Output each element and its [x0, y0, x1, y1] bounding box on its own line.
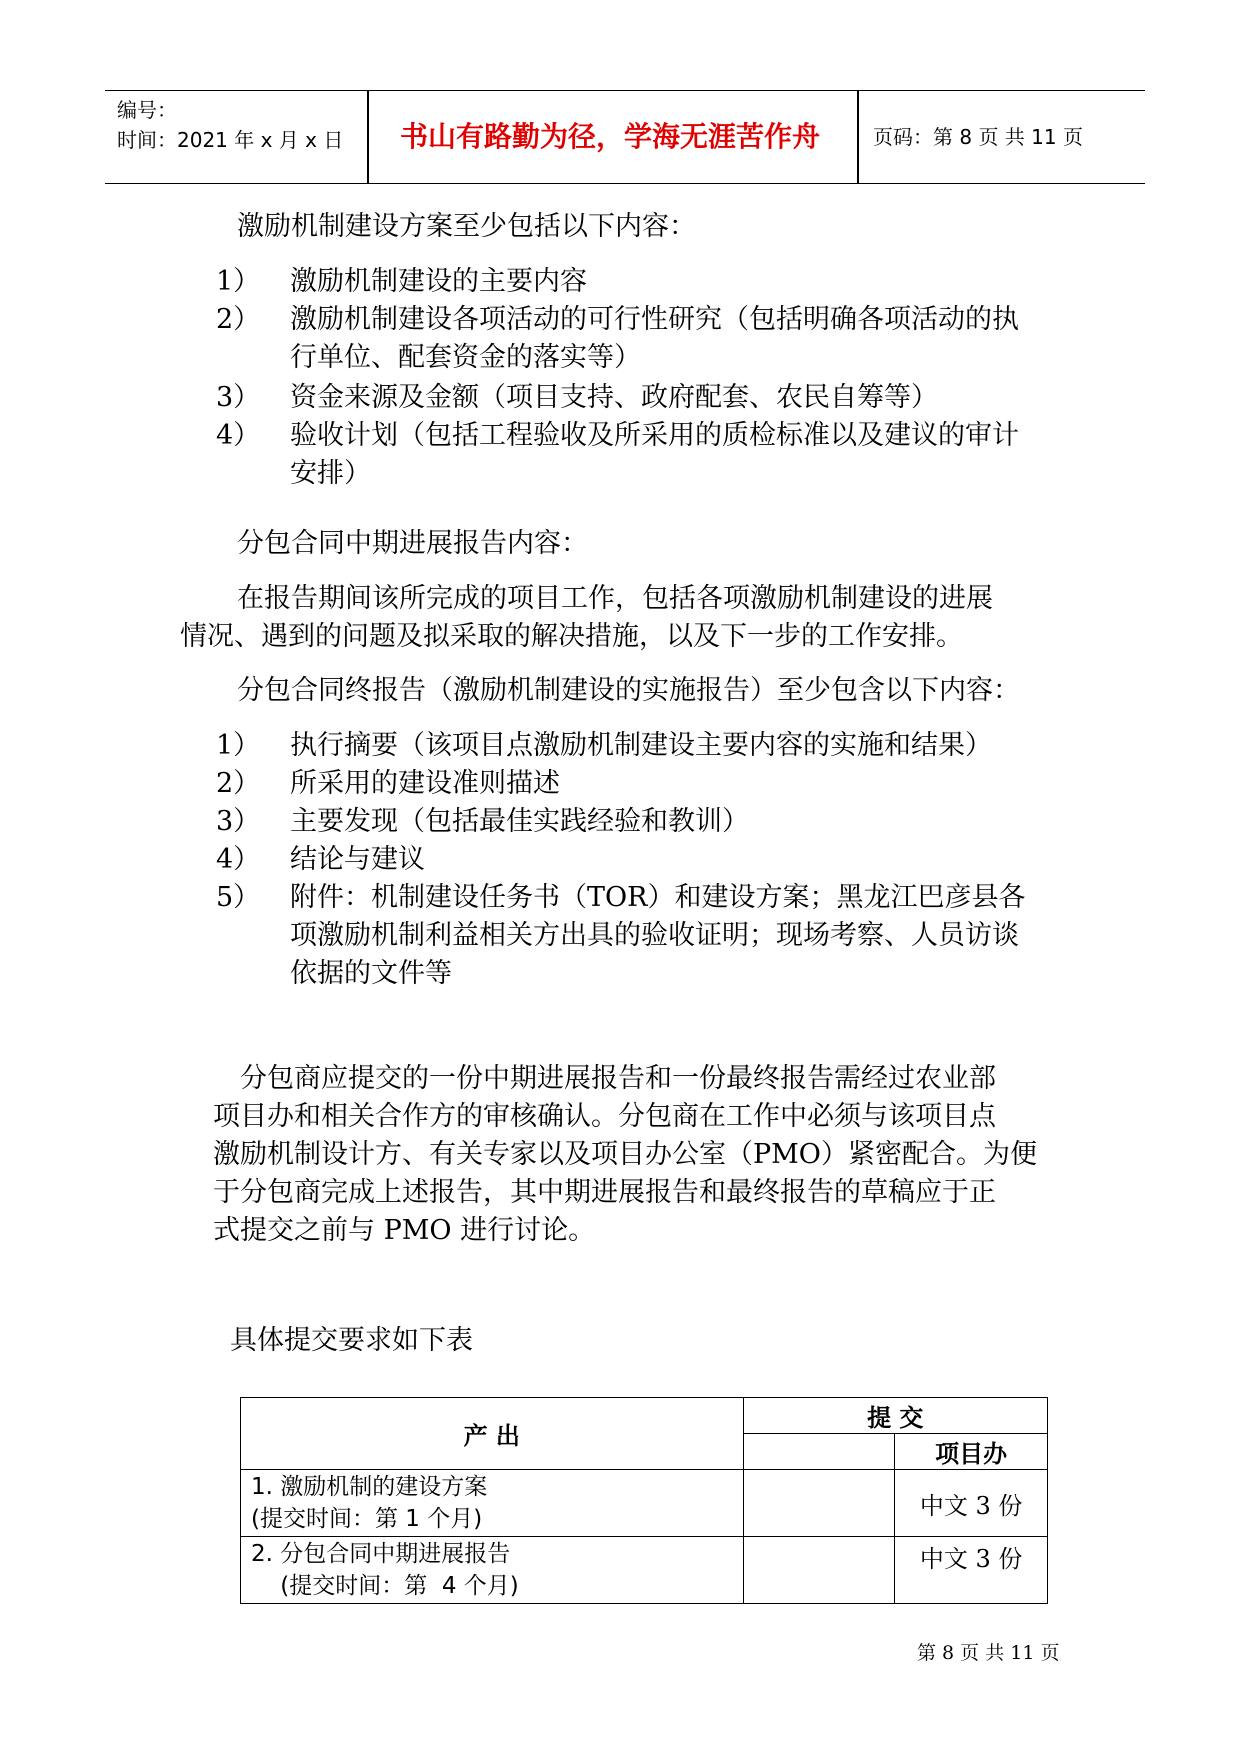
list-number: 2）: [216, 768, 261, 799]
section2-para-line: 情况、遇到的问题及拟采取的解决措施，以及下一步的工作安排。: [180, 621, 963, 652]
table-cell-empty: [743, 1537, 895, 1604]
list-item: 资金来源及金额（项目支持、政府配套、农民自筹等）: [290, 382, 938, 413]
header-motto: 书山有路勤为径，学海无涯苦作舟: [399, 120, 820, 153]
page-footer: 第 8 页 共 11 页: [917, 1642, 1060, 1664]
header-time: 时间：2021 年 x 月 x 日: [117, 128, 344, 152]
output-title: 1. 激励机制的建设方案: [251, 1474, 488, 1500]
list-item-continuation: 项激励机制利益相关方出具的验收证明；现场考察、人员访谈: [290, 920, 1019, 951]
list-item: 主要发现（包括最佳实践经验和教训）: [290, 806, 749, 837]
list-number: 5）: [216, 882, 261, 913]
section2-title: 分包合同中期进展报告内容：: [237, 528, 588, 559]
list-item-continuation: 依据的文件等: [290, 958, 452, 989]
list-number: 1）: [216, 266, 261, 297]
table-cell-output: [241, 1470, 744, 1537]
list-item: 结论与建议: [290, 844, 425, 875]
section3-intro: 分包合同终报告（激励机制建设的实施报告）至少包含以下内容：: [237, 675, 1020, 706]
section4-line: 项目办和相关合作方的审核确认。分包商在工作中必须与该项目点: [213, 1101, 996, 1132]
list-item: 激励机制建设的主要内容: [290, 266, 587, 297]
table-cell-empty: [743, 1470, 895, 1537]
list-number: 2）: [216, 304, 261, 335]
table-header-pmo: 项目办: [895, 1434, 1048, 1470]
list-item: 执行摘要（该项目点激励机制建设主要内容的实施和结果）: [290, 730, 992, 761]
section2-para-line: 在报告期间该所完成的项目工作，包括各项激励机制建设的进展: [237, 583, 993, 614]
output-title: 2. 分包合同中期进展报告: [251, 1541, 511, 1567]
list-item-continuation: 行单位、配套资金的落实等）: [290, 342, 641, 373]
list-item-continuation: 安排）: [290, 458, 371, 489]
table-intro: 具体提交要求如下表: [230, 1325, 473, 1356]
list-item: 激励机制建设各项活动的可行性研究（包括明确各项活动的执: [290, 304, 1019, 335]
list-number: 4）: [216, 420, 261, 451]
submission-table: [240, 1397, 1048, 1604]
section4-line: 式提交之前与 PMO 进行讨论。: [213, 1215, 596, 1246]
output-time: (提交时间：第 4 个月): [251, 1573, 519, 1599]
table-cell-empty: [743, 1434, 895, 1470]
list-number: 1）: [216, 730, 261, 761]
table-header-submit: 提 交: [743, 1398, 1047, 1434]
table-row: [241, 1470, 1048, 1537]
header-page-number: 页码：第 8 页 共 11 页: [873, 125, 1083, 149]
table-row: [241, 1537, 1048, 1604]
header-divider: [367, 91, 369, 183]
section4-line: 分包商应提交的一份中期进展报告和一份最终报告需经过农业部: [240, 1063, 996, 1094]
output-time: (提交时间：第 1 个月): [251, 1506, 483, 1532]
section4-line: 于分包商完成上述报告，其中期进展报告和最终报告的草稿应于正: [213, 1177, 996, 1208]
page-header: [105, 90, 1145, 184]
table-cell-pmo: 中文 3 份: [895, 1470, 1048, 1537]
list-item: 所采用的建设准则描述: [290, 768, 560, 799]
table-cell-pmo: 中文 3 份: [895, 1537, 1048, 1604]
section4-line: 激励机制设计方、有关专家以及项目办公室（PMO）紧密配合。为便: [213, 1139, 1037, 1170]
header-divider: [857, 91, 859, 183]
header-info: [117, 95, 343, 155]
header-number: 编号：: [117, 98, 177, 122]
list-number: 3）: [216, 382, 261, 413]
table-header-output: 产 出: [241, 1398, 744, 1470]
list-number: 4）: [216, 844, 261, 875]
list-item: 验收计划（包括工程验收及所采用的质检标准以及建议的审计: [290, 420, 1019, 451]
table-cell-output: [241, 1537, 744, 1604]
list-item: 附件：机制建设任务书（TOR）和建设方案；黑龙江巴彦县各: [290, 882, 1026, 913]
section1-intro: 激励机制建设方案至少包括以下内容：: [237, 211, 696, 242]
list-number: 3）: [216, 806, 261, 837]
